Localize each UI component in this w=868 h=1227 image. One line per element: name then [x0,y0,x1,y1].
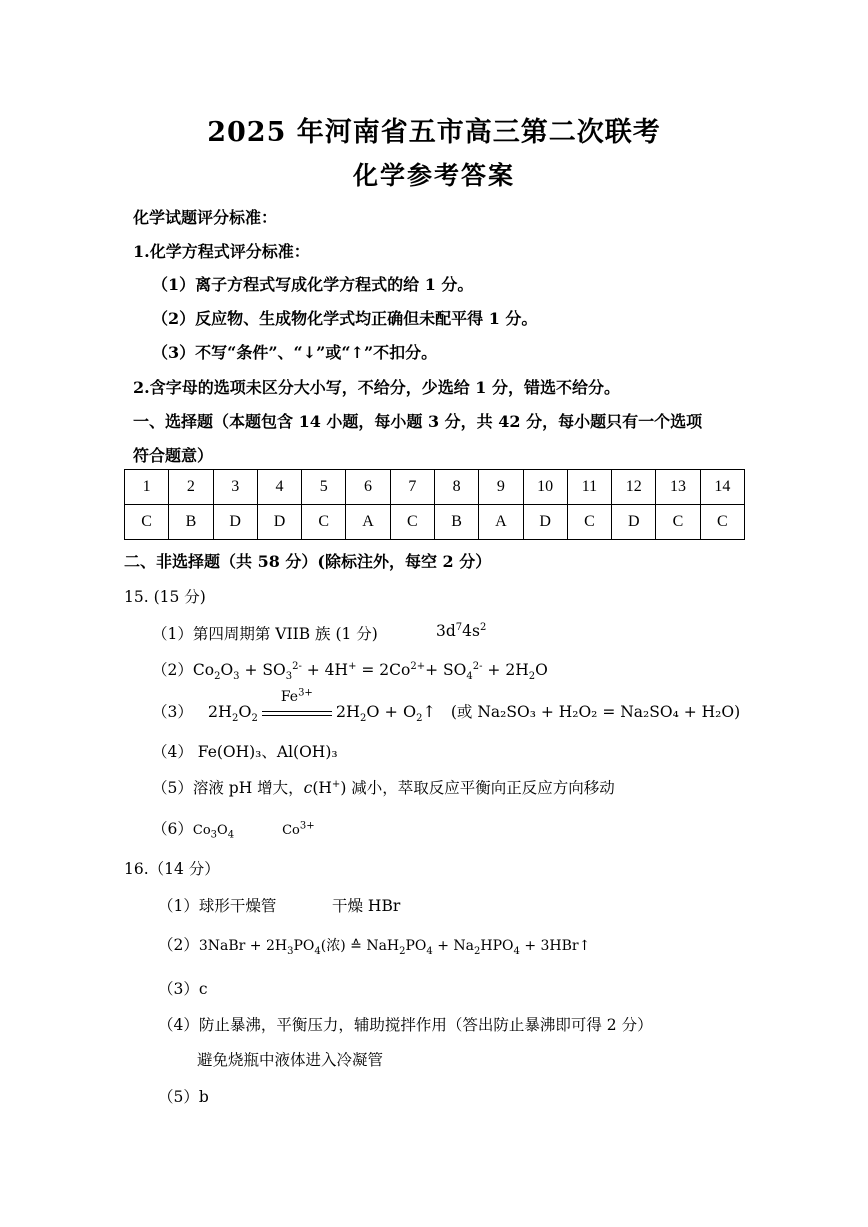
answer-letter: B [434,505,478,540]
answer-letter: C [390,505,434,540]
answer-letter: D [612,505,656,540]
answer-letter: C [567,505,611,540]
q15-answer-5-post: 减小，萃取反应平衡向正反应方向移动 [346,779,615,797]
q15-answer-5-pre: （5）溶液 pH 增大， [152,779,304,797]
q15-equation-3: $2H_2O_2$ $Fe^{3+}$ $2H_2O$ + $O_2↑$ [207,686,436,725]
criteria-item-1: 1.化学方程式评分标准： [133,242,310,261]
answer-letter: C [700,505,744,540]
criteria-sub-3: （3）不写“条件”、“↓”或“↑”不扣分。 [152,343,438,362]
page-subtitle: 化学参考答案 [352,161,515,190]
q15-answer-2 [152,658,548,683]
question-number: 7 [390,470,434,505]
q16-answer-4: （4）防止暴沸，平衡压力，辅助搅拌作用（答出防止暴沸即可得 2 分） [158,1016,653,1034]
q16-answer-3: （3）c [158,980,208,998]
question-number: 8 [434,470,478,505]
question-number: 4 [257,470,301,505]
question-number: 14 [700,470,744,505]
section2-heading: 二、非选择题（共 58 分）(除标注外，每空 2 分） [124,552,492,571]
question-number: 5 [302,470,346,505]
q15-answer-3-alt: (或 Na₂SO₃ + H₂O₂ = Na₂SO₄ + H₂O) [450,703,741,721]
answer-letter: D [523,505,567,540]
equals-condition-sign [262,686,332,720]
q16-answer-1b: 干燥 HBr [332,897,401,915]
q15-answer-5 [152,776,615,798]
answer-letter: C [302,505,346,540]
answer-letter: D [213,505,257,540]
q15-co3o4: $Co_3O_4$ [192,823,235,841]
criteria-sub-1: （1）离子方程式写成化学方程式的给 1 分。 [152,275,474,294]
q15-hydrogen-conc: c [303,779,313,797]
answer-letter: B [169,505,213,540]
q15-co3plus: $Co^{3+}$ [282,820,315,838]
answer-letter: C [125,505,169,540]
q15-answer-4: （4） Fe(OH)₃、Al(OH)₃ [152,743,338,761]
q16-answer-5: （5）b [158,1088,209,1106]
q15-electron-config: $3d^74s^2$ [436,621,487,640]
section1-heading-line1: 一、选择题（本题包含 14 小题，每小题 3 分，共 42 分，每小题只有一个选项 [133,412,703,431]
q15-equation-2: $Co_2O_3 + SO_3^{2-} + 4H^+ = 2Co^{2+}+ SO_4^{2-} + 2H_2O$ [192,660,548,683]
q15-answer-6 [152,817,315,839]
catalyst-label: $Fe^{3+}$ [280,686,313,705]
answer-letter: A [346,505,390,540]
question-number: 11 [567,470,611,505]
question-number: 3 [213,470,257,505]
answer-table [124,469,745,540]
criteria-sub-2: （2）反应物、生成物化学式均正确但未配平得 1 分。 [152,309,538,328]
answer-number-row [125,470,745,505]
q15-label: 15. (15 分) [124,588,206,606]
question-number: 1 [125,470,169,505]
question-number: 12 [612,470,656,505]
q15-hydrogen-ion: (H+) [312,778,347,797]
question-number: 6 [346,470,390,505]
q15-answer-6-label: （6） [152,820,193,838]
answer-letter: C [656,505,700,540]
q16-label: 16.（14 分） [124,860,220,878]
page-title: 2025 年河南省五市高三第二次联考 [207,117,661,148]
criteria-item-2: 2.含字母的选项未区分大小写，不给分，少选给 1 分，错选不给分。 [133,378,620,397]
q16-answer-2 [158,933,590,955]
answer-letter: D [257,505,301,540]
q15-answer-3 [152,686,741,725]
answer-letter-row [125,505,745,540]
q16-answer-2-label: （2） [158,936,199,954]
section1-heading-line2: 符合题意） [133,446,214,465]
q15-answer-2-label: （2） [152,661,193,679]
q15-answer-3-label: （3） [152,703,193,721]
q16-equation-2: 3NaBr + $2H_3PO_4$(浓) ≙ $NaH_2PO_4 + Na_2HPO_4$ + 3HBr↑ [198,938,591,957]
answer-letter: A [479,505,523,540]
question-number: 10 [523,470,567,505]
question-number: 13 [656,470,700,505]
question-number: 9 [479,470,523,505]
question-number: 2 [169,470,213,505]
q16-answer-1: （1）球形干燥管 [158,897,277,915]
criteria-heading: 化学试题评分标准： [133,208,278,227]
q16-answer-4b: 避免烧瓶中液体进入冷凝管 [197,1051,384,1069]
q15-answer-1: （1）第四周期第 VIIB 族 (1 分) [152,625,378,643]
